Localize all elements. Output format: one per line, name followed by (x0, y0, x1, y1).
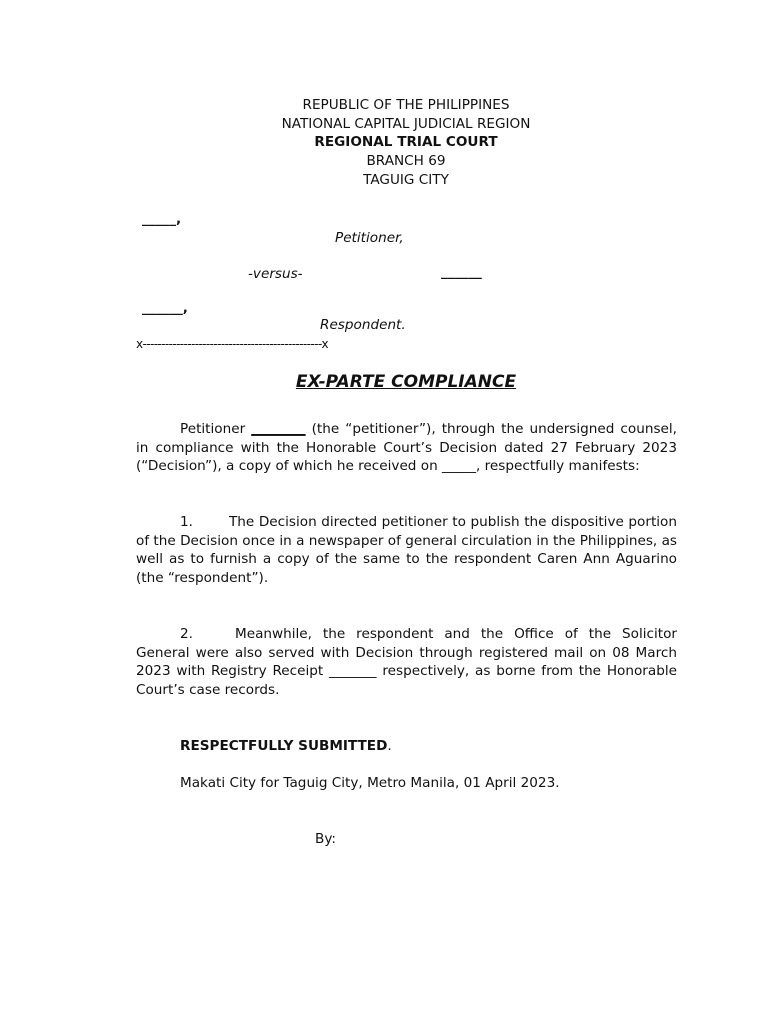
place-and-date: Makati City for Taguig City, Metro Manila, 01 April 2023. (180, 775, 560, 791)
respectfully-submitted (180, 737, 392, 756)
item-2-number: 2. (180, 626, 193, 642)
item-1-text: The Decision directed petitioner to publish the dispositive portion of the Decision once in a newspaper of general circulation in the Philippines, as well as to furnish a copy of the same to the respondent Caren Ann Aguarino (the “respondent”). (136, 514, 677, 586)
by-label: By: (315, 831, 336, 847)
item-1-paragraph (136, 513, 677, 587)
intro-text-start: Petitioner (180, 421, 252, 437)
respondent-label: Respondent. (320, 317, 406, 333)
case-number-blank: ______ (441, 264, 482, 280)
header-republic: REPUBLIC OF THE PHILIPPINES (302, 97, 510, 113)
header-city: TAGUIG CITY (363, 172, 449, 188)
petitioner-label: Petitioner, (335, 230, 404, 246)
respondent-name-blank: ______, (142, 300, 188, 316)
petitioner-blank: ________ (251, 421, 306, 437)
item-2-paragraph (136, 625, 677, 699)
header-branch: BRANCH 69 (366, 153, 446, 169)
document-title: EX-PARTE COMPLIANCE (295, 372, 517, 392)
item-2-text: Meanwhile, the respondent and the Office of the Solicitor General were also served with Decision through registered mail on 08 March 2023 with Registry Receipt _______ respectively, as borne from the Honorable Court’s case records. (136, 626, 677, 698)
intro-text-rest: (the “petitioner”), through the undersigned counsel, in compliance with the Honorable Court’s Decision dated 27 February 2023 (“Decision”), a copy of which he received on _____, respectfully manifests: (136, 421, 677, 475)
item-1-number: 1. (180, 514, 193, 530)
respectfully-submitted-label: RESPECTFULLY SUBMITTED (180, 738, 388, 754)
intro-paragraph (136, 420, 677, 476)
petitioner-name-blank: _____, (142, 211, 182, 227)
caption-separator: x------------------------------------------------x (136, 337, 329, 351)
header-region: NATIONAL CAPITAL JUDICIAL REGION (281, 116, 531, 132)
versus-label: -versus- (248, 266, 303, 282)
respectfully-submitted-period: . (387, 738, 392, 754)
header-court: REGIONAL TRIAL COURT (314, 134, 498, 150)
